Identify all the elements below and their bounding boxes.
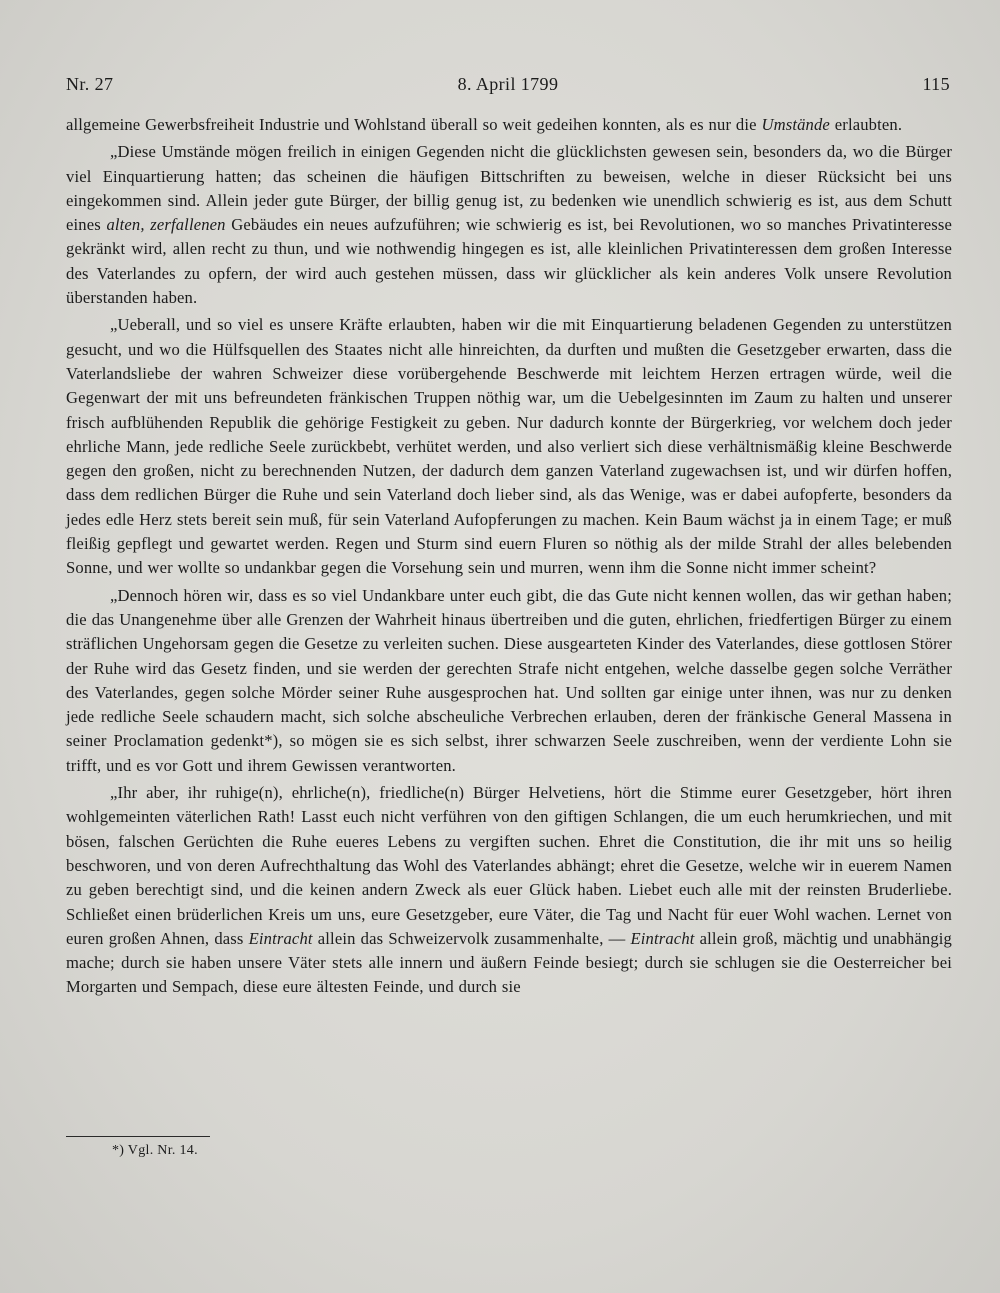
body-text [66,113,952,1003]
paragraph-2-text-b: Gebäudes ein neues aufzuführen; wie schwierig es ist, bei Revolutionen, wo so manches Privatinteresse gekränkt wird, allen recht zu thun, und wie nothwendig hingegen es ist, alle kleinlichen Privatinteressen dem großen Interesse des Vaterlandes zu opfern, der wird auch gestehen müssen, dass wir glücklicher als kein anderes Volk unsere Revolution überstanden haben. [66,215,952,308]
paragraph-5-text-a: „Ihr aber, ihr ruhige(n), ehrliche(n), friedliche(n) Bürger Helvetiens, hört die Stimme eurer Gesetzgeber, hört ihren wohlgemeinten väterlichen Rath! Lasst euch nicht verführen von den giftigen Schlangen, die um euch herumkriechen, und mit bösen, falschen Gerüchten die Ruhe eueres Lebens zu vergiften suchen. Ehret die Constitution, die ihr mit uns so heilig beschworen, und von deren Aufrechthaltung das Wohl des Vaterlandes abhängt; ehret die Gesetze, welche wir in euerem Namen zu geben berechtigt sind, und die keinen andern Zweck als euer Glück haben. Liebet euch alle mit der reinsten Bruderliebe. Schließet einen brüderlichen Kreis um uns, eure Gesetzgeber, eure Väter, die Tag und Nacht für euer Wohl wachen. Lernet von euren großen Ahnen, dass [66,783,952,948]
page-header [66,74,950,100]
paragraph-1-text-b: erlaubten. [829,115,903,134]
paragraph-1-text-a: allgemeine Gewerbsfreiheit Industrie und Wohlstand überall so weit gedeihen konnten, als es nur die [66,115,762,134]
page-number: 115 [922,74,950,94]
paragraph-1-emphasis: Umstände [761,115,830,134]
paragraph-2 [66,140,952,310]
paragraph-4: „Dennoch hören wir, dass es so viel Undankbare unter euch gibt, die das Gute nicht kennen wollen, das wir gethan haben; die das Unangenehme über alle Grenzen der Wahrheit hinaus übertreiben und die guten, ehrlichen, friedfertigen Bürger zu einem sträflichen Ungehorsam gegen die Gesetze zu verleiten suchen. Diese ausgearteten Kinder des Vaterlandes, diese gottlosen Störer der Ruhe wird das Gesetz finden, und sie werden der gerechten Strafe nicht entgehen, welche dasselbe gegen solche Verräther des Vaterlandes, gegen solche Mörder seiner Ruhe ausgesprochen hat. Und sollten gar einige unter ihnen, was nur zu denken jede redliche Seele schaudern macht, sich solche abscheuliche Verbrechen erlauben, deren der fränkische General Massena in seiner Proclamation gedenkt*), so mögen sie es sich selbst, ihrer schwarzen Seele zuschreiben, wenn der verdiente Lohn sie trifft, und es vor Gott und ihrem Gewissen verantworten. [66,585,952,775]
paragraph-5-text-b: allein das Schweizervolk zusammenhalte, — [312,928,631,948]
paragraph-5-emphasis-1: Eintracht [248,928,313,948]
paragraph-3: „Ueberall, und so viel es unsere Kräfte erlaubten, haben wir die mit Einquartierung beladenen Gegenden zu unterstützen gesucht, und wo die Hülfsquellen des Staates nicht alle hinreichten, da durften und mußten die Gesetzgeber erwarten, dass die Vaterlandsliebe der wahren Schweizer diese vorübergehende Beschwerde mit leichtem Herzen ertragen würde, weil die Gegenwart der mit uns befreundeten fränkischen Truppen nöthig war, um die Uebelgesinnten im Zaum zu halten und unserer frisch aufblühenden Republik die gehörige Festigkeit zu geben. Nur dadurch konnte der Bürgerkrieg, vor welchem doch jeder ehrliche Mann, jede redliche Seele zurückbebt, verhütet werden, und also verliert sich diese verhältnismäßig kleine Beschwerde gegen den großen, nicht zu berechnenden Nutzen, der dadurch dem ganzen Vaterland zugewachsen ist, und wir dürfen hoffen, dass dem redlichen Bürger die Ruhe und sein Vaterland doch lieber sind, als das Wenige, was er dabei aufopferte, besonders da jedes edle Herz stets bereit sein muß, für sein Vaterland Aufopferungen zu machen. Kein Baum wächst ja in einem Tage; er muß fleißig gepflegt und gewartet werden. Regen und Sturm sind euern Fluren so nöthig als der milde Strahl der alles belebenden Sonne, und wer wollte so undankbar gegen die Vorsehung sein und murren, wenn ihm die Sonne nicht immer scheint? [66,315,952,578]
paragraph-5-emphasis-2: Eintracht [630,928,695,948]
issue-number: Nr. 27 [66,74,114,94]
footnote: *) Vgl. Nr. 14. [112,1143,198,1158]
paragraph-5 [66,781,952,1000]
paragraph-5-text-c: allein groß, mächtig und unabhängig mache; durch sie haben unsere Väter stets alle innern und äußern Feinde besiegt; durch sie schlugen sie die Oesterreicher bei Morgarten und Sempach, diese eure ältesten Feinde, und durch sie [66,928,952,997]
paragraph-2-text-a: „Diese Umstände mögen freilich in einigen Gegenden nicht die glücklichsten gewesen sein, besonders da, wo die Bürger viel Einquartierung hatten; das scheinen die häufigen Bittschriften zu beweisen, welche in dieser Rücksicht bei uns eingekommen sind. Allein jeder gute Bürger, der billig genug ist, zu bedenken wie unendlich schwierig es ist, aus dem Schutt eines [66,142,952,235]
issue-date: 8. April 1799 [457,74,559,94]
paragraph-2-emphasis: alten, zerfallenen [106,215,226,235]
paragraph-1 [66,113,952,137]
footnote-divider [66,1136,210,1137]
